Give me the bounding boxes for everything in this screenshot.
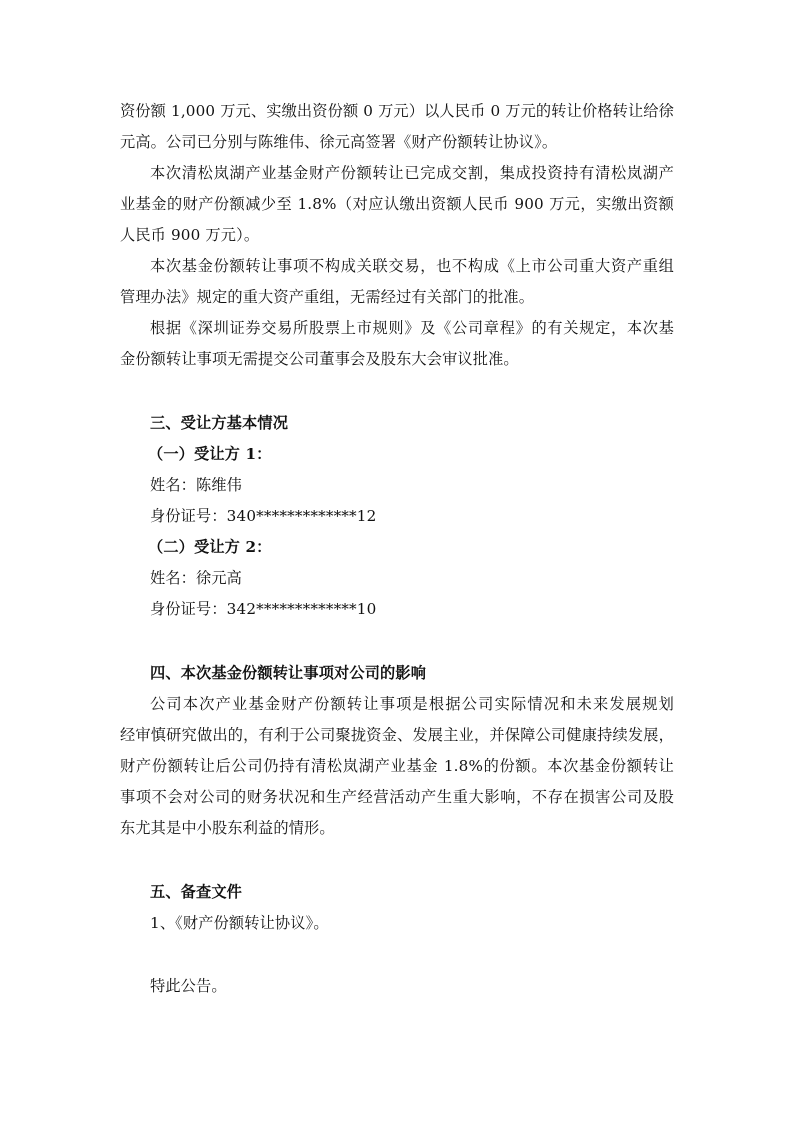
paragraph-line: 人民币 900 万元）。 bbox=[120, 226, 260, 244]
section-heading: 五、备查文件 bbox=[150, 883, 243, 901]
paragraph-line: 本次清松岚湖产业基金财产份额转让已完成交割，集成投资持有清松岚湖产 bbox=[150, 164, 674, 182]
field-line: 姓名：徐元高 bbox=[150, 569, 243, 587]
paragraph-line: 元高。公司已分别与陈维伟、徐元高签署《财产份额转让协议》。 bbox=[120, 133, 558, 151]
paragraph-line: 事项不会对公司的财务状况和生产经营活动产生重大影响，不存在损害公司及股 bbox=[120, 788, 674, 806]
paragraph-line: 东尤其是中小股东利益的情形。 bbox=[120, 819, 335, 837]
paragraph-line: 财产份额转让后公司仍持有清松岚湖产业基金 1.8%的份额。本次基金份额转让 bbox=[120, 757, 674, 775]
paragraph-line: 业基金的财产份额减少至 1.8%（对应认缴出资额人民币 900 万元，实缴出资额 bbox=[120, 195, 674, 213]
subsection-heading: （二）受让方 2： bbox=[148, 538, 272, 556]
paragraph-line: 本次基金份额转让事项不构成关联交易，也不构成《上市公司重大资产重组 bbox=[150, 257, 674, 275]
paragraph-line: 金份额转让事项无需提交公司董事会及股东大会审议批准。 bbox=[120, 350, 519, 368]
section-heading: 三、受让方基本情况 bbox=[150, 414, 289, 432]
field-line: 身份证号：340*************12 bbox=[150, 507, 377, 525]
paragraph-line: 资份额 1,000 万元、实缴出资份额 0 万元）以人民币 0 万元的转让价格转让给徐 bbox=[120, 102, 674, 120]
subsection-heading: （一）受让方 1： bbox=[148, 445, 272, 463]
closing-line: 特此公告。 bbox=[150, 977, 227, 995]
section-heading: 四、本次基金份额转让事项对公司的影响 bbox=[150, 664, 427, 682]
field-line: 身份证号：342*************10 bbox=[150, 600, 377, 618]
field-line: 姓名：陈维伟 bbox=[150, 476, 243, 494]
paragraph-line: 公司本次产业基金财产份额转让事项是根据公司实际情况和未来发展规划 bbox=[150, 695, 674, 713]
paragraph-line: 经审慎研究做出的，有利于公司聚拢资金、发展主业，并保障公司健康持续发展， bbox=[120, 726, 674, 744]
paragraph-line: 管理办法》规定的重大资产重组，无需经过有关部门的批准。 bbox=[120, 288, 535, 306]
list-item: 1、《财产份额转让协议》。 bbox=[150, 914, 329, 932]
paragraph-line: 根据《深圳证券交易所股票上市规则》及《公司章程》的有关规定，本次基 bbox=[150, 319, 674, 337]
